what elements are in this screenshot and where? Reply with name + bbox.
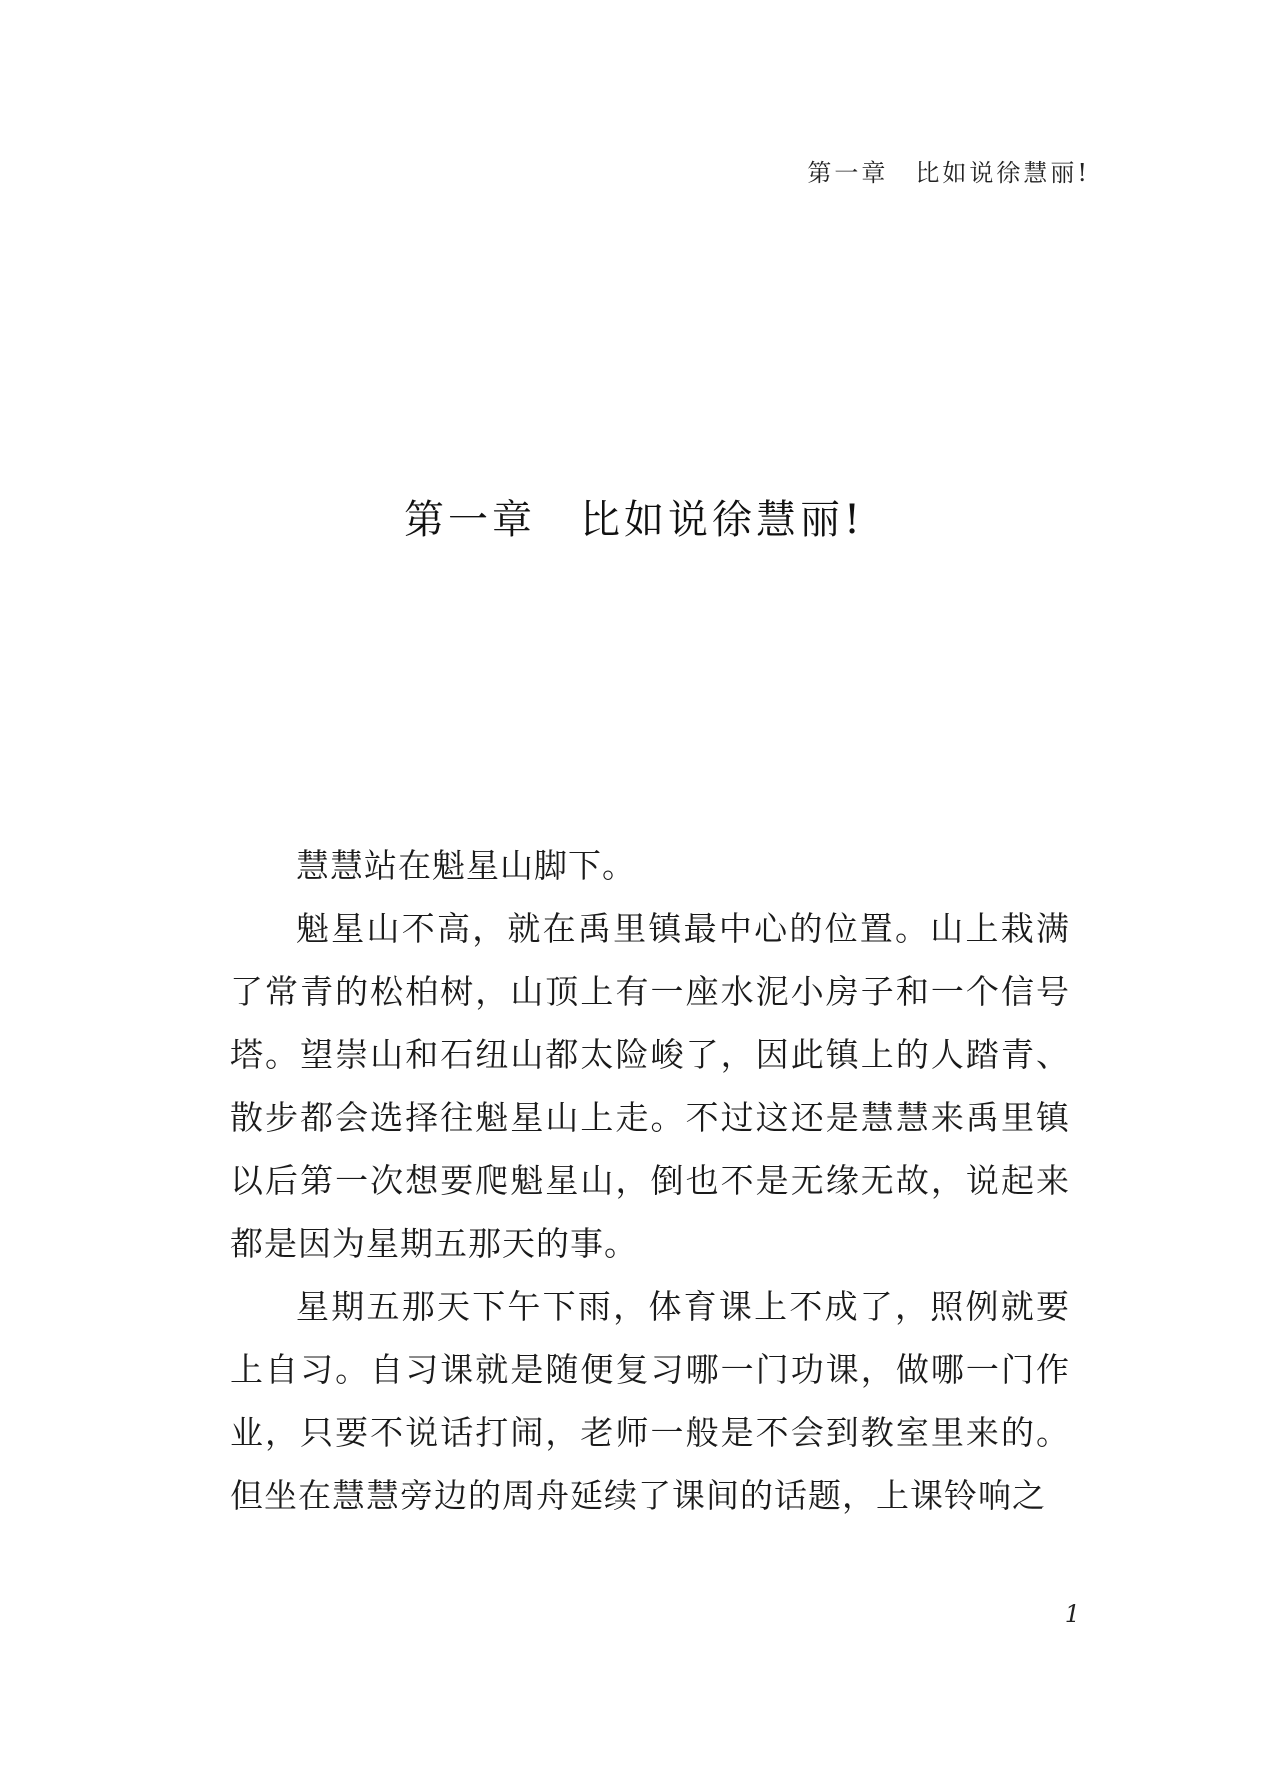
chapter-name: 比如说徐慧丽! — [579, 497, 865, 543]
running-header — [807, 153, 1090, 188]
body-text — [230, 834, 1070, 1527]
chapter-title — [0, 488, 1268, 545]
paragraph: 星期五那天下午下雨，体育课上不成了，照例就要上自习。自习课就是随便复习哪一门功课，做哪一门作业，只要不说话打闹，老师一般是不会到教室里来的。但坐在慧慧旁边的周舟延续了课间的话题，上课铃响之 — [230, 1287, 1070, 1515]
page-number: 1 — [1064, 1600, 1080, 1628]
running-header-chapter-number: 第一章 — [807, 159, 889, 187]
paragraph: 慧慧站在魁星山脚下。 — [296, 846, 636, 885]
paragraph: 魁星山不高，就在禹里镇最中心的位置。山上栽满了常青的松柏树，山顶上有一座水泥小房子和一个信号塔。望崇山和石纽山都太险峻了，因此镇上的人踏青、散步都会选择往魁星山上走。不过这还是慧慧来禹里镇以后第一次想要爬魁星山，倒也不是无缘无故，说起来都是因为星期五那天的事。 — [230, 909, 1070, 1263]
running-header-chapter-name: 比如说徐慧丽! — [915, 159, 1090, 187]
chapter-number: 第一章 — [403, 497, 536, 543]
